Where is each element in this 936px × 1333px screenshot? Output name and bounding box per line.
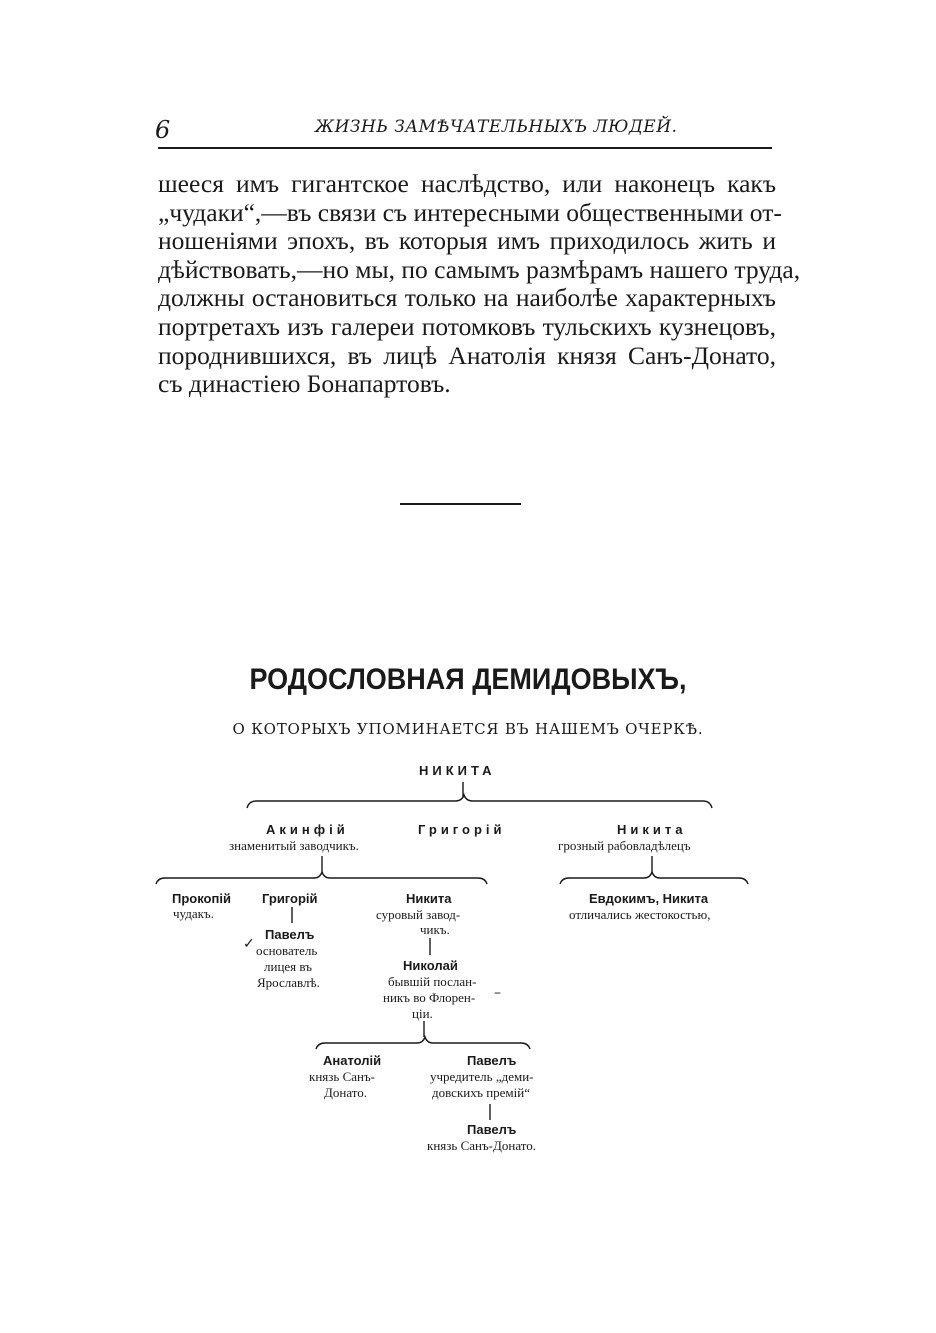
person-akinfiy: Акинфій [266,822,349,837]
person-grigoriy-grandson: Григорій [262,891,318,906]
pavel-yaroslavl-description-3: Ярославлѣ. [257,975,320,990]
running-title: ЖИЗНЬ ЗАМѢЧАТЕЛЬНЫХЪ ЛЮДЕЙ. [315,117,678,137]
margin-tick-mark: ✓ [243,936,255,952]
person-nikita-root: НИКИТА [419,763,496,778]
text-line: дѣйствовать,—но мы, по самымъ размѣрамъ нашего труда, [158,254,801,284]
pavel-san-donato-description: князь Санъ-Донато. [427,1138,537,1153]
text-line: ношеніями эпохъ, въ которыя имъ приходилось жить и [158,226,776,256]
prokopiy-description: чудакъ. [173,906,214,921]
pavel-yaroslavl-description-1: основатель [256,943,318,958]
person-nikita-son: Никита [617,822,687,837]
page-number: 6 [155,116,171,144]
anatoliy-description-2: Донато. [324,1085,368,1100]
text-line: „чудаки“,—въ связи съ интересными общественными от- [158,197,782,227]
nikita-son-description: грозный рабовладѣлецъ [558,838,691,853]
nikita-grandson-description-2: чикъ. [420,922,450,937]
text-line: съ династіею Бонапартовъ. [158,369,451,399]
person-evdokim-nikita: Евдокимъ, Никита [589,891,709,906]
anatoliy-description-1: князь Санъ- [309,1069,376,1084]
pavel-prizes-description-2: довскихъ премій“ [432,1085,530,1100]
text-line: шееся имъ гигантское наслѣдство, или наконецъ какъ [158,169,776,198]
person-prokopiy: Прокопій [172,891,231,906]
person-pavel-san-donato: Павелъ [467,1122,517,1137]
nikolay-description-3: ціи. [412,1006,433,1021]
text-line: породнившихся, въ лицѣ Анатолія князя Санъ-Донато, [158,340,776,370]
text-line: портретахъ изъ галереи потомковъ тульскихъ кузнецовъ, [158,311,776,341]
nikolay-description-2: никъ во Флорен- [383,990,476,1005]
person-nikolay: Николай [403,958,458,973]
person-anatoliy: Анатолій [323,1053,382,1068]
genealogy-subtitle: О КОТОРЫХЪ УПОМИНАЕТСЯ ВЪ НАШЕМЪ ОЧЕРКѢ. [232,720,704,738]
evdokim-description: отличались жестокостью, [569,907,711,922]
akinfiy-description: знаменитый заводчикъ. [229,838,359,853]
text-line: должны остановиться только на наиболѣе характерныхъ [158,283,776,313]
genealogy-title: РОДОСЛОВНАЯ ДЕМИДОВЫХЪ, [249,663,687,696]
person-pavel-prizes: Павелъ [467,1053,517,1068]
nikolay-description-1: бывшій послан- [388,974,477,989]
person-pavel-yaroslavl: Павелъ [265,927,315,942]
nikita-grandson-description-1: суровый завод- [376,907,461,922]
pavel-yaroslavl-description-2: лицея въ [264,959,312,974]
person-nikita-grandson: Никита [406,891,452,906]
margin-dash-mark: – [494,985,501,1001]
pavel-prizes-description-1: учредитель „деми- [430,1069,534,1084]
person-grigoriy: Григорій [418,822,506,837]
